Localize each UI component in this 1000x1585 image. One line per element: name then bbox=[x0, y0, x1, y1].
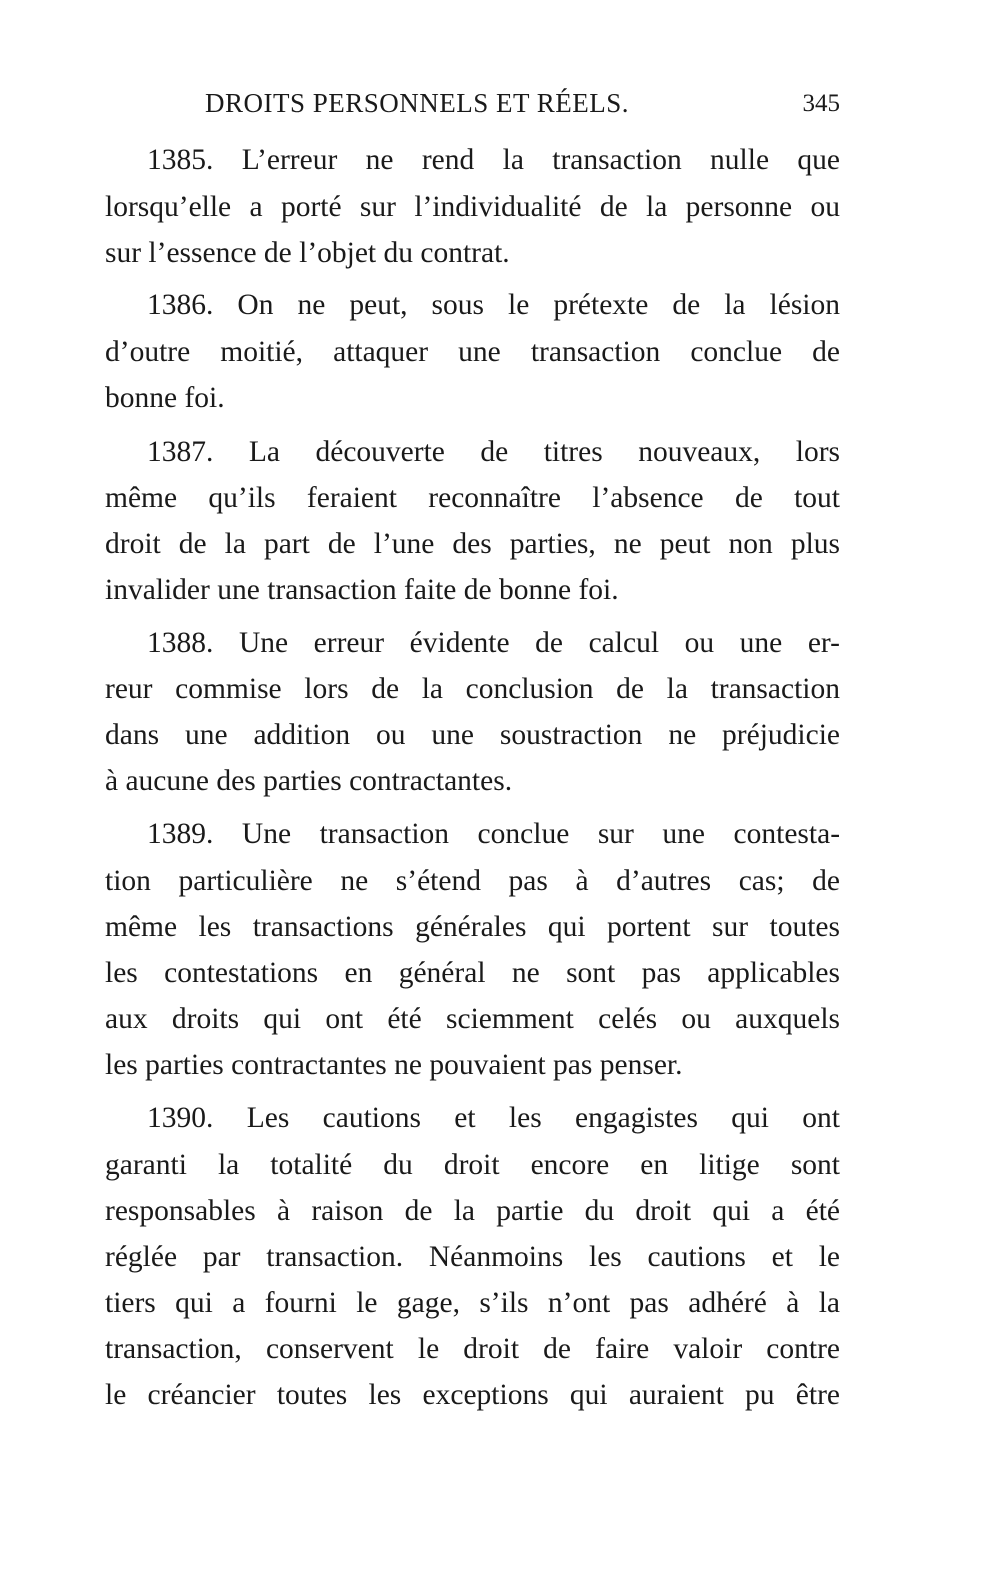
article-1387-line-4: invalider une transaction faite de bonne foi. bbox=[105, 574, 619, 606]
page-number: 345 bbox=[802, 90, 840, 117]
article-number: 1390. bbox=[147, 1102, 214, 1134]
article-1386-line-1: 1386. On ne peut, sous le prétexte de la lésion bbox=[147, 289, 840, 321]
article-number: 1388. bbox=[147, 627, 214, 659]
article-1389-line-1: 1389. Une transaction conclue sur une contesta- bbox=[147, 818, 841, 850]
article-1385-line-1: 1385. L’erreur ne rend la transaction nulle que bbox=[147, 144, 840, 176]
article-1387-line-2: même qu’ils feraient reconnaître l’absence de tout bbox=[105, 482, 840, 514]
article-1386-line-3: bonne foi. bbox=[105, 382, 225, 414]
article-1390-line-1: 1390. Les cautions et les engagistes qui ont bbox=[147, 1102, 840, 1134]
article-1390-line-3: responsables à raison de la partie du droit qui a été bbox=[105, 1195, 840, 1227]
article-1387-line-3: droit de la part de l’une des parties, ne peut non plus bbox=[105, 528, 840, 560]
article-number: 1389. bbox=[147, 818, 214, 850]
article-1387-line-1: 1387. La découverte de titres nouveaux, lors bbox=[147, 436, 840, 468]
article-1390-line-7: le créancier toutes les exceptions qui auraient pu être bbox=[105, 1379, 840, 1411]
running-title: DROITS PERSONNELS ET RÉELS. bbox=[205, 88, 630, 118]
article-1389-line-3: même les transactions générales qui portent sur toutes bbox=[105, 911, 840, 943]
article-1389-line-6: les parties contractantes ne pouvaient pas penser. bbox=[105, 1049, 683, 1081]
article-1385-line-3: sur l’essence de l’objet du contrat. bbox=[105, 237, 510, 269]
article-1390-line-2: garanti la totalité du droit encore en litige sont bbox=[105, 1149, 840, 1181]
article-1388-line-4: à aucune des parties contractantes. bbox=[105, 765, 513, 797]
article-number: 1387. bbox=[147, 436, 214, 468]
article-1385-line-2: lorsqu’elle a porté sur l’individualité de la personne ou bbox=[105, 191, 840, 223]
article-number: 1385. bbox=[147, 144, 214, 176]
article-1389-line-5: aux droits qui ont été sciemment celés ou auxquels bbox=[105, 1003, 840, 1035]
article-number: 1386. bbox=[147, 289, 214, 321]
article-1389-line-2: tion particulière ne s’étend pas à d’autres cas; de bbox=[105, 865, 840, 897]
article-1388-line-2: reur commise lors de la conclusion de la transaction bbox=[105, 673, 840, 705]
article-1390-line-5: tiers qui a fourni le gage, s’ils n’ont pas adhéré à la bbox=[105, 1287, 840, 1319]
article-1386-line-2: d’outre moitié, attaquer une transaction conclue de bbox=[105, 336, 840, 368]
article-1389-line-4: les contestations en général ne sont pas applicables bbox=[105, 957, 840, 989]
article-1390-line-4: réglée par transaction. Néanmoins les cautions et le bbox=[105, 1241, 840, 1273]
article-1388-line-3: dans une addition ou une soustraction ne préjudicie bbox=[105, 719, 840, 751]
article-1390-line-6: transaction, conservent le droit de faire valoir contre bbox=[105, 1333, 840, 1365]
article-1388-line-1: 1388. Une erreur évidente de calcul ou une er- bbox=[147, 627, 840, 659]
running-head bbox=[105, 88, 840, 128]
